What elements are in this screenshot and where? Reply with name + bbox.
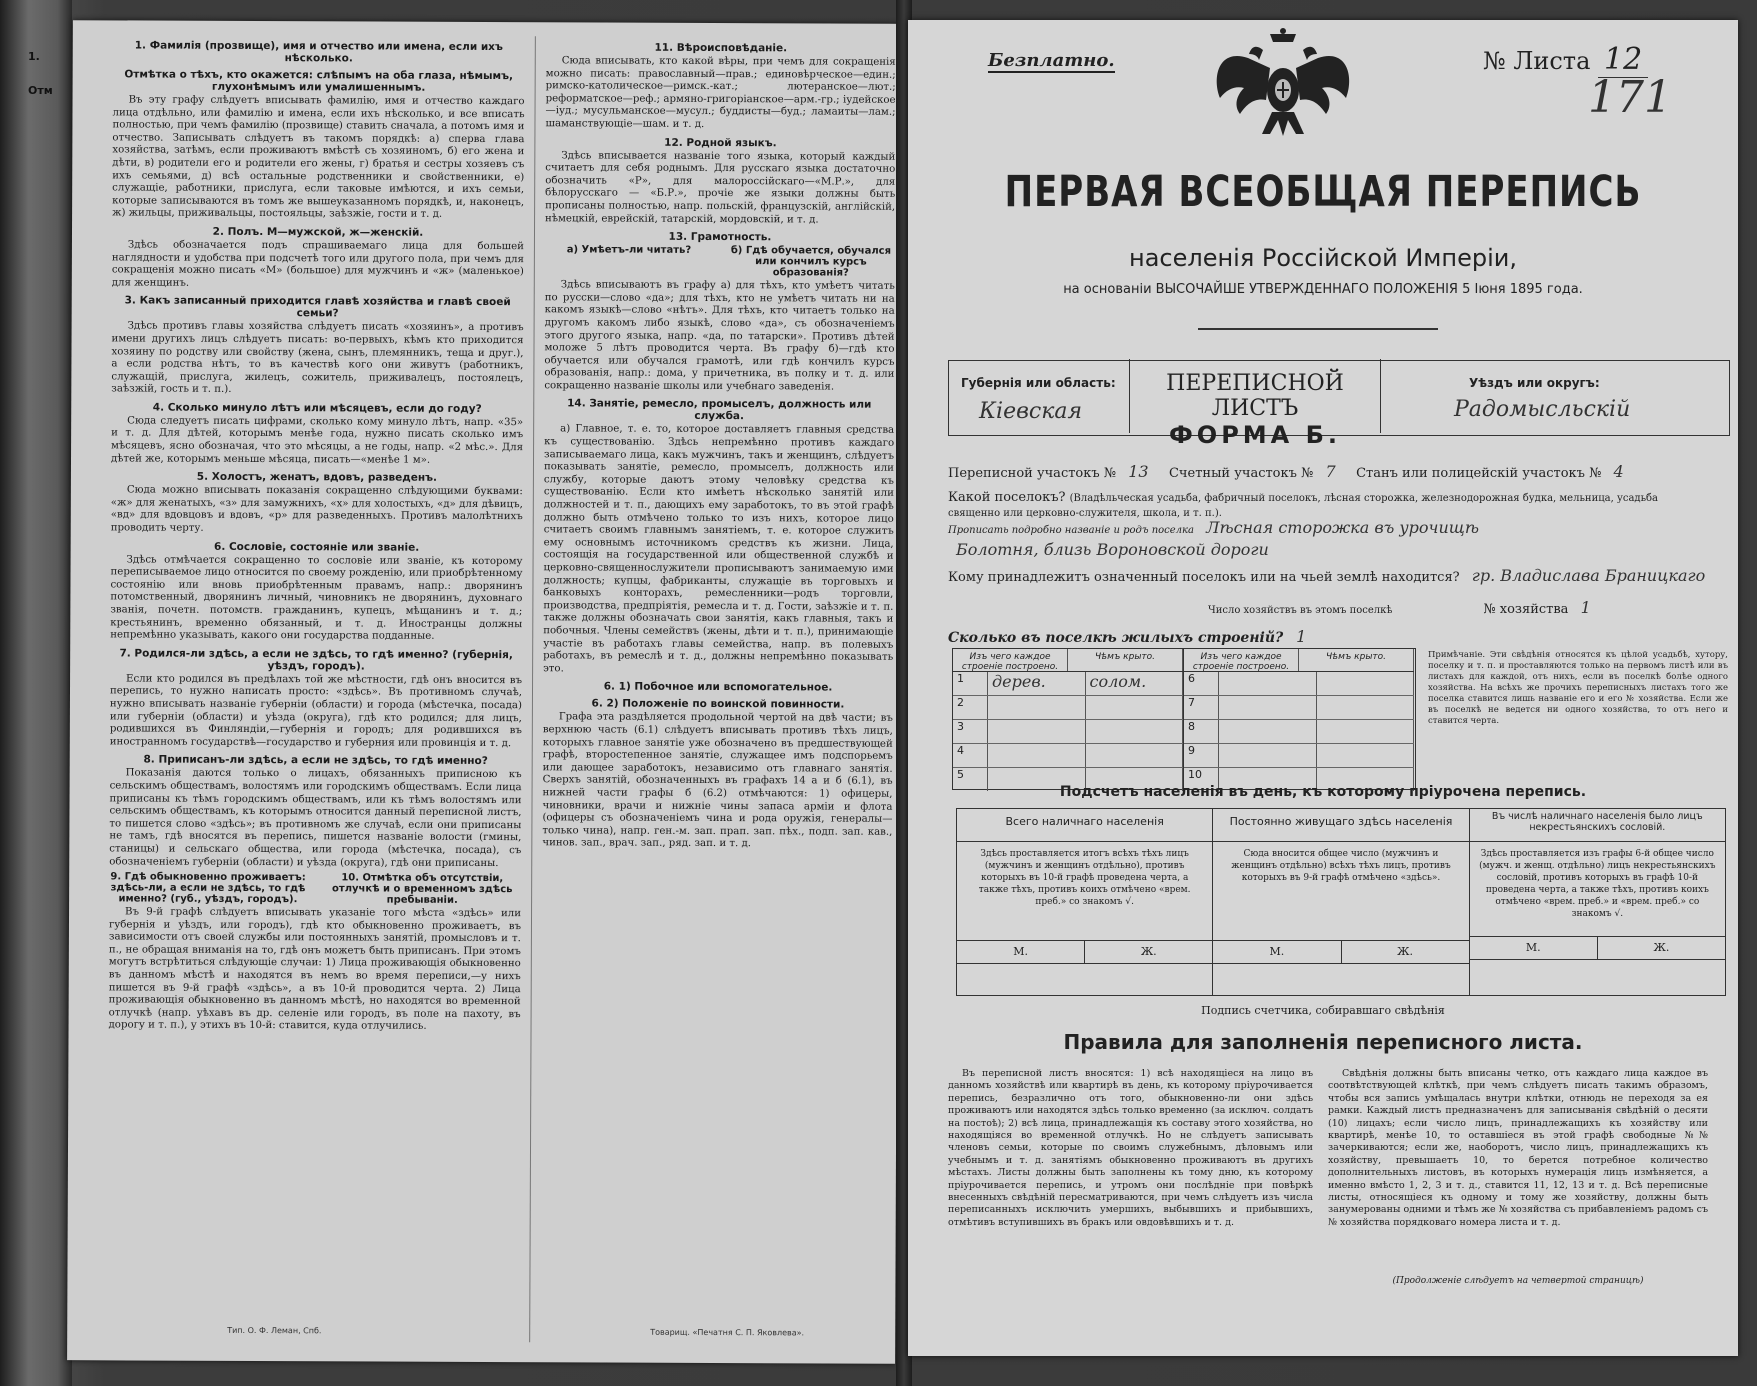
household-number-label: № хозяйства xyxy=(1483,602,1569,617)
row-number: 3 xyxy=(953,720,988,743)
section-text: Въ эту графу слѣдуетъ вписывать фамилію, имя и отчество каждаго лица отдѣльно, или фамилію и имена, если ихъ нѣсколько, и все вписать полностью, при чемъ фамилію (прозвище) ставить сначала, а потомъ имя и отчество. Записывать слѣдуетъ въ такомъ порядкѣ: а) сперва глава хозяйства, затѣмъ, если проживаютъ вмѣстѣ съ хозяиномъ, б) его жена и дѣти, в) родители его и родители его жены, г) братья и сестры хозяевъ съ ихъ семьями, д) всѣ остальные родственники и свойственники, е) служащіе, работники, прислуга, если таковые имѣются, и ихъ семьи, которые записываются въ томъ же вышеуказанномъ порядкѣ, и, наконецъ, ж) жильцы, приживальцы, постояльцы, заѣзжіе, гости и т. д. xyxy=(112,94,525,221)
buildings-question xyxy=(948,627,1314,646)
section-heading: 2. Полъ. М—мужской, ж—женскій. xyxy=(212,225,424,239)
settlement-value-2: Болотня, близь Вороновской дороги xyxy=(956,540,1269,559)
households-row xyxy=(1208,598,1599,617)
count-entry-cell xyxy=(1213,963,1468,1000)
section-text: Если кто родился въ предѣлахъ той же мѣстности, гдѣ онъ вносится въ перепись, то нужно написать просто: «здѣсь». Въ противномъ случаѣ, нужно вписывать названіе губерніи (области) и города (мѣстечка, посада) или губерніи (области) и уѣзда (округа), гдѣ кто родился; для лицъ, родившихся въ Финляндіи,—губернія и городъ; для родившихся въ иностранномъ государствѣ—государство и губерния или провинція и т. д. xyxy=(109,673,523,749)
section-heading: 12. Родной языкъ. xyxy=(664,136,777,149)
section-text: Здѣсь противъ главы хозяйства слѣдуетъ писать «хозяинъ», а противъ имени другихъ лицъ слѣдуетъ писать: во-первыхъ, кѣмъ кто приходится хозяину по родству или свойству (жена, сынъ, племянникъ, теща и друг.), а если родства нѣтъ, то въ качествѣ кого они живутъ (работникъ, служащій, прислуга, жилецъ, сожитель, приживалецъ, постоялецъ, заѣзжій, гость и т. п.). xyxy=(111,320,524,396)
male-label: М. xyxy=(1213,941,1341,963)
buildings-note: Примѣчаніе. Эти свѣдѣнія относятся къ цѣлой усадьбѣ, хутору, поселку и т. п. и проставляются только на первомъ листѣ или въ листахъ для каждой, отъ нихъ, если въ поселкѣ болѣе одного хозяйства. На всѣхъ же прочихъ переписныхъ листахъ того же поселка ставится лишь названіе его и его № хозяйства. Если же въ поселкѣ не ведется ни одного хозяйства, то отъ него и ставится черта. xyxy=(1428,650,1728,726)
section-heading: 9. Гдѣ обыкновенно проживаетъ: здѣсь-ли, а если не здѣсь, то гдѣ именно? (губ., уѣздъ, городъ). xyxy=(110,871,306,906)
instructions-column-1 xyxy=(107,34,525,1342)
count-column xyxy=(1213,809,1469,995)
divider xyxy=(1198,328,1438,330)
row-number: 7 xyxy=(1184,696,1219,719)
roof-cell xyxy=(1317,696,1415,719)
section-heading: 4. Сколько минуло лѣтъ или мѣсяцевъ, если до году? xyxy=(152,401,482,415)
count-column xyxy=(957,809,1213,995)
female-label: Ж. xyxy=(1140,945,1157,958)
settlement-value-row-2 xyxy=(948,540,1277,559)
rules-text: Въ переписной листъ вносятся: 1) всѣ находящіеся на лицо въ данномъ хозяйствѣ или квартирѣ въ день, къ которому пріурочивается перепись, безразлично отъ того, обыкновенно-ли они здѣсь проживаютъ или находятся здѣсь только временно (за исключ. солдатъ на постоѣ); 2) всѣ лица, принадлежащія къ составу этого хозяйства, но находящіяся во временной отлучкѣ. Но не слѣдуетъ записывать членовъ семьи, которые по своимъ служебнымъ, дѣловымъ или учебнымъ и т. д. занятіямъ обыкновенно проживаютъ въ другихъ мѣстахъ. Листы должны быть заполнены къ тому дню, къ которому пріурочивается перепись, и утромъ они послѣдніе при повѣркѣ внесенныхъ свѣдѣній пересматриваются, при чемъ слѣдуетъ изъ числа переписанныхъ исключить умершихъ, выбывшихъ и прибывшихъ, отмѣтивъ вступившихъ въ бракъ или овдовѣвшихъ и т. д. xyxy=(948,1068,1313,1228)
section-heading: 8. Приписанъ-ли здѣсь, а если не здѣсь, то гдѣ именно? xyxy=(143,753,488,768)
form-type-code: ФОРМА Б. xyxy=(1168,421,1341,449)
section-text: Сюда следуетъ писать цифрами, сколько кому минуло лѣтъ, напр. «35» и т. д. Для дѣтей, которымъ менѣе года, нужно писать сколько имъ мѣсяцевъ, ясно обозначая, что это мѣсяцы, а не годы, напр. «2 мѣс.». Для дѣтей же, которымъ меньше мѣсяца, писать—«менѣе 1 м». xyxy=(110,415,524,466)
rules-title: Правила для заполненія переписного листа. xyxy=(1063,1030,1583,1054)
section-text: Сюда можно вписывать показанія сокращенно слѣдующими буквами: «ж» для женатыхъ, «з» для замужнихъ, «х» для холостыхъ, «д» для дѣвицъ, «вд» для вдовцовъ и вдовъ, «р» для разведенныхъ. Противъ малолѣтнихъ проводить черту. xyxy=(110,484,523,534)
column-header: Чѣмъ крыто. xyxy=(1068,649,1183,671)
material-cell xyxy=(1219,672,1317,695)
material-cell xyxy=(988,696,1086,719)
section-heading: 13. Грамотность. xyxy=(668,230,772,244)
section-text: Здѣсь обозначается подъ спрашиваемаго лица для большей наглядности и удобства при подсчетѣ того или другого пола, при чемъ для сокращенія можно писать «М» (большое) для мужчинъ и «ж» (маленькое) для женщинъ. xyxy=(111,239,524,289)
table-row xyxy=(1184,672,1414,696)
roof-cell xyxy=(1086,720,1184,743)
table-row xyxy=(953,720,1183,744)
count-entry-cell xyxy=(1470,959,1725,996)
settlement-value-row xyxy=(948,518,1487,537)
column-header: Изъ чего каждое строеніе построено. xyxy=(1184,649,1299,671)
households-label: Число хозяйствъ въ этомъ поселкѣ xyxy=(1208,605,1393,616)
section-heading: 14. Занятіе, ремесло, промыселъ, должность или служба. xyxy=(567,397,872,423)
buildings-table-header xyxy=(1184,649,1414,672)
form-type-box xyxy=(1129,359,1381,449)
row-number: 1 xyxy=(953,672,988,695)
section-text: а) Главное, т. е. то, которое доставляетъ главныя средства къ существованію. Здѣсь непремѣнно противъ каждаго записываемаго лица, какъ мужчинъ, такъ и женщинъ, слѣдуетъ показывать занятіе, ремесло, промыселъ, должность или службу, которые даютъ этому человѣку средства къ существованію. Если кто имѣетъ нѣсколько занятій или должностей и т. п., дающихъ ему заработокъ, то въ этой графѣ должно быть отмѣчено только то изъ нихъ, которое лицо считаетъ своимъ главнымъ занятіемъ, т. е. которое служитъ ему основнымъ источникомъ средствъ къ жизни. Лица, состоящія на государственной или общественной службѣ и церковно-священнослужители прописываютъ занимаемую ими должность; купцы, фабриканты, служащіе въ торговыхъ и банковыхъ конторахъ, ремесленники—родъ торговли, производства, предпріятія, ремесла и т. д. Гости, заѣзжіе и т. п. также должны обозначать свои занятія, какъ главныя, такъ и побочныя. Члены семействъ (жены, дѣти и т. п.), принимающіе участіе въ работахъ главы семейства, напр. въ полевыхъ работахъ, въ ремеслѣ и т. д., должны непремѣнно показывать это. xyxy=(543,423,895,675)
form-subtitle: населенія Россійской Имперіи, xyxy=(1129,244,1517,272)
sex-header xyxy=(1213,940,1468,963)
buildings-table-right xyxy=(1184,649,1414,789)
district-numbers-row xyxy=(948,462,1632,481)
count-column xyxy=(1470,809,1725,995)
count-column-text: Сюда вносится общее число (мужчинъ и женщинъ отдѣльно) всѣхъ тѣхъ лицъ, противъ которыхъ въ 9-й графѣ отмѣчено «здѣсь». xyxy=(1231,849,1451,883)
count-district-label: Счетный участокъ № xyxy=(1168,466,1314,481)
sex-header xyxy=(1470,936,1725,959)
instructions-column-2 xyxy=(529,36,896,1344)
section-pair-heading xyxy=(545,244,895,279)
sheet-number-label: № Листа xyxy=(1483,47,1591,75)
roof-cell xyxy=(1317,744,1415,767)
section-pair-heading xyxy=(109,871,521,906)
count-column-text: Здѣсь проставляется итогъ всѣхъ тѣхъ лицъ (мужчинъ и женщинъ отдѣльно), противъ которыхъ въ 10-й графѣ проведена черта, а также тѣхъ, противъ коихъ отмѣчено «врем. преб.» со знакомъ √. xyxy=(978,849,1191,907)
section-heading: 6. 2) Положеніе по воинской повинности. xyxy=(591,697,845,711)
population-count-table xyxy=(956,808,1726,996)
sex-header xyxy=(957,940,1212,963)
row-number: 5 xyxy=(953,768,988,791)
count-column-header: Всего наличнаго населенія xyxy=(957,809,1212,842)
row-number: 8 xyxy=(1184,720,1219,743)
settlement-row xyxy=(948,490,1708,520)
section-text: Здѣсь вписываютъ въ графу а) для тѣхъ, кто умѣетъ читать по русски—слово «да»; для тѣхъ, кто не умѣетъ читать ни на какомъ языкѣ—слово «нѣтъ». Для тѣхъ, кто читаетъ только на другомъ какомъ либо языкѣ, слово «да», съ обозначеніемъ этого другого языка, напр. «да, по татарски». Противъ дѣтей моложе 5 лѣтъ проводится черта. Въ графу б)—гдѣ кто обучается или обучался грамотѣ, или гдѣ кончилъ курсъ образованія, напр.: дома, у причетника, въ полку и т. д. или сокращенно названіе школы или учебнаго заведенія. xyxy=(544,279,895,393)
table-row xyxy=(1184,696,1414,720)
section-text: Въ 9-й графѣ слѣдуетъ вписывать указаніе того мѣста «здѣсь» или губернія и уѣздъ, или городъ), гдѣ кто обыкновенно проживаетъ, въ зависимости отъ своей службы или постоянныхъ занятій, промысловъ и т. п., не обращая вниманія на то, гдѣ онъ можетъ быть приписанъ. При этомъ могутъ встрѣтиться слѣдующіе случаи: 1) Лица проживающія обыкновенно въ данномъ мѣстѣ и находятся въ немъ во время переписи,—у нихъ пишется въ 9-й графѣ «здѣсь», а въ 10-й проводится черта. 2) Лица проживающія обыкновенно въ данномъ мѣстѣ, но находятся во временной отлучкѣ (напр. уѣхавъ въ др. селеніе или городъ, въ поле на пахоту, въ дорогу и т. п.), у этихъ въ 10-й: ставится, куда отлучились. xyxy=(108,906,522,1033)
roof-cell xyxy=(1086,744,1184,767)
section-heading: 6. 1) Побочное или вспомогательное. xyxy=(603,680,833,694)
material-cell xyxy=(988,744,1086,767)
section-text: Здѣсь вписывается названіе того языка, который каждый считаетъ для себя роднымъ. Для русскаго языка достаточно обозначить «Р», для малороссійскаго—«М.Р.», для бѣлорусскаго — «Б.Р.», прочіе же языки должны быть прописаны полностью, напр. польскій, французскій, англійскій, нѣмецкій, еврейскій, татарскій, мордовскій, и т. д. xyxy=(545,149,896,225)
count-district-value: 7 xyxy=(1325,462,1336,481)
female-label: Ж. xyxy=(1653,941,1670,954)
female-label: Ж. xyxy=(1397,945,1414,958)
rules-column-left xyxy=(948,1068,1313,1231)
section-subheading: Отмѣтка о тѣхъ, кто окажется: слѣпымъ на оба глаза, нѣмымъ, глухонѣмымъ или умалишеннымъ. xyxy=(124,68,514,94)
roof-cell xyxy=(1317,672,1415,695)
district-label: Уѣздъ или округъ: xyxy=(1469,376,1600,390)
table-row xyxy=(1184,720,1414,744)
form-header-box xyxy=(948,360,1730,449)
roof-cell xyxy=(1086,696,1184,719)
province-label: Губернія или область: xyxy=(961,376,1116,390)
column-header: Чѣмъ крыто. xyxy=(1299,649,1414,671)
census-district-label: Переписной участокъ № xyxy=(948,466,1117,481)
count-entry-cell xyxy=(957,963,1212,1000)
legal-basis: на основаніи ВЫСОЧАЙШЕ УТВЕРЖДЕННАГО ПОЛОЖЕНІЯ 5 Іюня 1895 года. xyxy=(1063,282,1583,297)
edge-mark: 1. xyxy=(28,50,40,63)
table-row xyxy=(1184,744,1414,768)
printer-imprint: Товарищ. «Печатня С. П. Яковлева». xyxy=(650,1327,805,1338)
census-district-value: 13 xyxy=(1128,462,1149,481)
row-number: 9 xyxy=(1184,744,1219,767)
male-label: М. xyxy=(957,941,1085,963)
buildings-question-label: Сколько въ поселкѣ жилыхъ строеній? xyxy=(948,630,1284,646)
previous-sheet-edge xyxy=(0,0,72,1386)
roof-cell: солом. xyxy=(1086,672,1184,695)
buildings-table-header xyxy=(953,649,1183,672)
population-count-title: Подсчетъ населенія въ день, къ которому пріурочена перепись. xyxy=(1059,784,1587,800)
edge-mark: Отм xyxy=(28,84,53,97)
counter-signature-line: Подпись счетчика, собиравшаго свѣдѣнія xyxy=(1201,1004,1445,1017)
census-form-page xyxy=(908,20,1738,1356)
count-column-header: Постоянно живущаго здѣсь населенія xyxy=(1213,809,1468,842)
roof-cell xyxy=(1317,720,1415,743)
settlement-hint: (Владѣльческая усадьба, фабричный поселокъ, лѣсная сторожка, железнодорожная будка, мельница, усадьба священно или церковно-служителя, школа, и т. п.). xyxy=(948,493,1659,519)
section-text: Сюда вписывать, кто какой вѣры, при чемъ для сокращенія можно писать: православный—прав.; единовѣрческое—един.; римско-католическое—римск.-кат.; лютеранское—лют.; реформатское—реф.; армяно-григоріанское—арм.-гр.; іудейское—іуд.; мусульманское—мусул.; буддисты—буд.; ламаиты—лам.; шаманствующіе—шам. и т. д. xyxy=(545,55,896,130)
instructions-page xyxy=(67,20,901,1364)
buildings-table-left xyxy=(953,649,1184,789)
form-title: ПЕРВАЯ ВСЕОБЩАЯ ПЕРЕПИСЬ xyxy=(1004,167,1642,217)
table-row xyxy=(953,696,1183,720)
settlement-label: Какой поселокъ? xyxy=(948,490,1066,505)
row-number: 10 xyxy=(1184,768,1219,791)
section-heading: 3. Какъ записанный приходится главѣ хозяйства и главѣ своей семьи? xyxy=(124,294,511,320)
section-heading: 11. Вѣроисповѣданіе. xyxy=(654,41,788,55)
row-number: 6 xyxy=(1184,672,1219,695)
section-heading: 10. Отмѣтка объ отсутствіи, отлучкѣ и о временномъ здѣсь пребываніи. xyxy=(332,872,513,906)
free-stamp: Безплатно. xyxy=(988,50,1115,71)
material-cell xyxy=(1219,720,1317,743)
material-cell: дерев. xyxy=(988,672,1086,695)
sheet-number-value: 12 xyxy=(1598,42,1648,78)
continued-note: (Продолженіе слѣдуетъ на четвертой страницѣ) xyxy=(1392,1276,1644,1286)
owner-value: гр. Владислава Браницкаго xyxy=(1471,566,1706,585)
row-number: 2 xyxy=(953,696,988,719)
section-text: Показанія даются только о лицахъ, обязанныхъ приписною къ сельскимъ обществамъ, волостямъ или городскимъ обществамъ. Если лица приписаны къ тѣмъ городскимъ обществамъ, или къ тѣмъ волостямъ или сельскимъ обществамъ, къ которымъ относится данный переписной листъ, то пишется слово «здѣсь»; въ противномъ же случаѣ, если они приписаны не тамъ, гдѣ вносятся въ перепись, пишется названіе волости (гмины, станицы) и сельскаго общества, или города (мѣстечка, посада), съ обозначеніемъ губерніи (области) и уѣзда (округа), гдѣ они приписаны. xyxy=(109,767,522,869)
section-text: Здѣсь отмѣчается сокращенно то сословіе или званіе, къ которому переписываемое лицо относится по своему рожденію, или приобрѣтенному состоянію или вновь приобрѣтенным правамъ, напр.: дворянинъ потомственный, дворянинъ личный, чиновникъ не дворянинъ, духовнаго званія, почетн. потомств. гражданинъ, купецъ, мѣщанинъ и т. д.; крестьянинъ, временно обязанный, и т. д. Иностранцы должны непремѣнно указывать, какого они государства подданные. xyxy=(110,554,523,642)
table-row xyxy=(953,744,1183,768)
printer-imprint: Тип. О. Ф. Леман, Спб. xyxy=(227,1325,322,1336)
province-value: Кіевская xyxy=(979,399,1083,424)
row-number: 4 xyxy=(953,744,988,767)
buildings-value: 1 xyxy=(1296,627,1307,646)
owner-row xyxy=(948,566,1713,585)
police-district-label: Станъ или полицейскій участокъ № xyxy=(1356,466,1602,481)
section-heading: а) Умѣетъ-ли читать? xyxy=(566,244,692,257)
table-row xyxy=(953,672,1183,696)
police-district-value: 4 xyxy=(1613,462,1624,481)
district-value: Радомысльскій xyxy=(1454,397,1631,422)
section-heading: 5. Холостъ, женатъ, вдовъ, разведенъ. xyxy=(196,470,438,485)
settlement-instruction: Прописать подробно названіе и родъ поселка xyxy=(948,525,1194,536)
material-cell xyxy=(988,720,1086,743)
section-heading: б) Гдѣ обучается, обучался или кончилъ курсъ образованія? xyxy=(730,245,892,279)
form-type-title: ПЕРЕПИСНОЙ ЛИСТЪ xyxy=(1166,371,1344,421)
handwritten-sheet-number: 171 xyxy=(1588,72,1672,123)
imperial-eagle-icon xyxy=(1208,28,1358,147)
household-number-value: 1 xyxy=(1580,598,1591,617)
section-heading: 6. Сословіе, состояніе или званіе. xyxy=(213,540,420,554)
section-heading: 1. Фамилія (прозвище), имя и отчество или имена, если ихъ нѣсколько. xyxy=(134,39,503,65)
section-text: Графа эта раздѣляется продольной чертой на двѣ части; въ верхнюю часть (6.1) слѣдуетъ вписывать противъ тѣхъ лицъ, которыхъ главное занятіе уже обозначено въ предшествующей графѣ, второстепенное занятіе, служащее имъ подспорьемъ или дающее заработокъ, независимо отъ главнаго занятія. Сверхъ занятій, обозначенныхъ въ графахъ 14 а и б (6.1), въ нижней части графы б (6.2) отмѣчаются: 1) офицеры, чиновники, врачи и нижніе чины запаса арміи и флота (офицеры съ обозначеніемъ чина и рода оружія, генералы—только чина), напр. ген.-м. зап. прап. зап. пѣх., подп. зап. кав., чинов. зап., врач. зап., ряд. зап. и т. д. xyxy=(542,711,893,850)
male-label: М. xyxy=(1470,937,1598,959)
section-heading: 7. Родился-ли здѣсь, а если не здѣсь, то гдѣ именно? (губернія, уѣздъ, городъ). xyxy=(119,647,513,673)
count-column-text: Здѣсь проставляется изъ графы 6-й общее число (мужч. и женщ. отдѣльно) лицъ некрестьянскихъ сословій, противъ которыхъ въ графѣ 10-й проведена черта, а также тѣхъ, противъ коихъ отмѣчено «врем. преб.» и «врем. преб.» со знакомъ √. xyxy=(1479,849,1716,919)
column-header: Изъ чего каждое строеніе построено. xyxy=(953,649,1068,671)
material-cell xyxy=(1219,696,1317,719)
owner-label: Кому принадлежитъ означенный поселокъ или на чьей землѣ находится? xyxy=(948,570,1460,585)
buildings-table xyxy=(952,648,1416,790)
settlement-value: Лѣсная сторожка въ урочищѣ xyxy=(1206,518,1479,537)
rules-text: Свѣдѣнія должны быть вписаны четко, отъ каждаго лица каждое въ соотвѣтствующей клѣткѣ, при чемъ слѣдуетъ писать такимъ образомъ, чтобы вся запись умѣщалась внутри клѣтки, отнюдь не переходя за ея рамки. Каждый листъ предназначенъ для записыванія свѣдѣній о десяти (10) лицахъ; если число лицъ, принадлежащихъ къ хозяйству или квартирѣ, менѣе 10, то оставшіеся въ этой графѣ свободные №№ зачеркиваются; если же, наоборотъ, число лицъ, принадлежащихъ къ хозяйству, превышаетъ 10, то берется потребное количество дополнительныхъ листовъ, въ которыхъ нумерація лицъ измѣняется, а именно вмѣсто 1, 2, 3 и т. д., ставится 11, 12, 13 и т. д. Всѣ переписные листы, относящіеся къ одному и тому же хозяйству, должны быть занумерованы одними и тѣмъ же № хозяйства съ прибавленіемъ радомъ съ № хозяйства порядковаго номера листа и т. д. xyxy=(1328,1068,1708,1228)
rules-column-right xyxy=(1328,1068,1708,1231)
count-column-header: Въ числѣ наличнаго населенія было лицъ некрестьянскихъ сословій. xyxy=(1470,809,1725,842)
material-cell xyxy=(1219,744,1317,767)
